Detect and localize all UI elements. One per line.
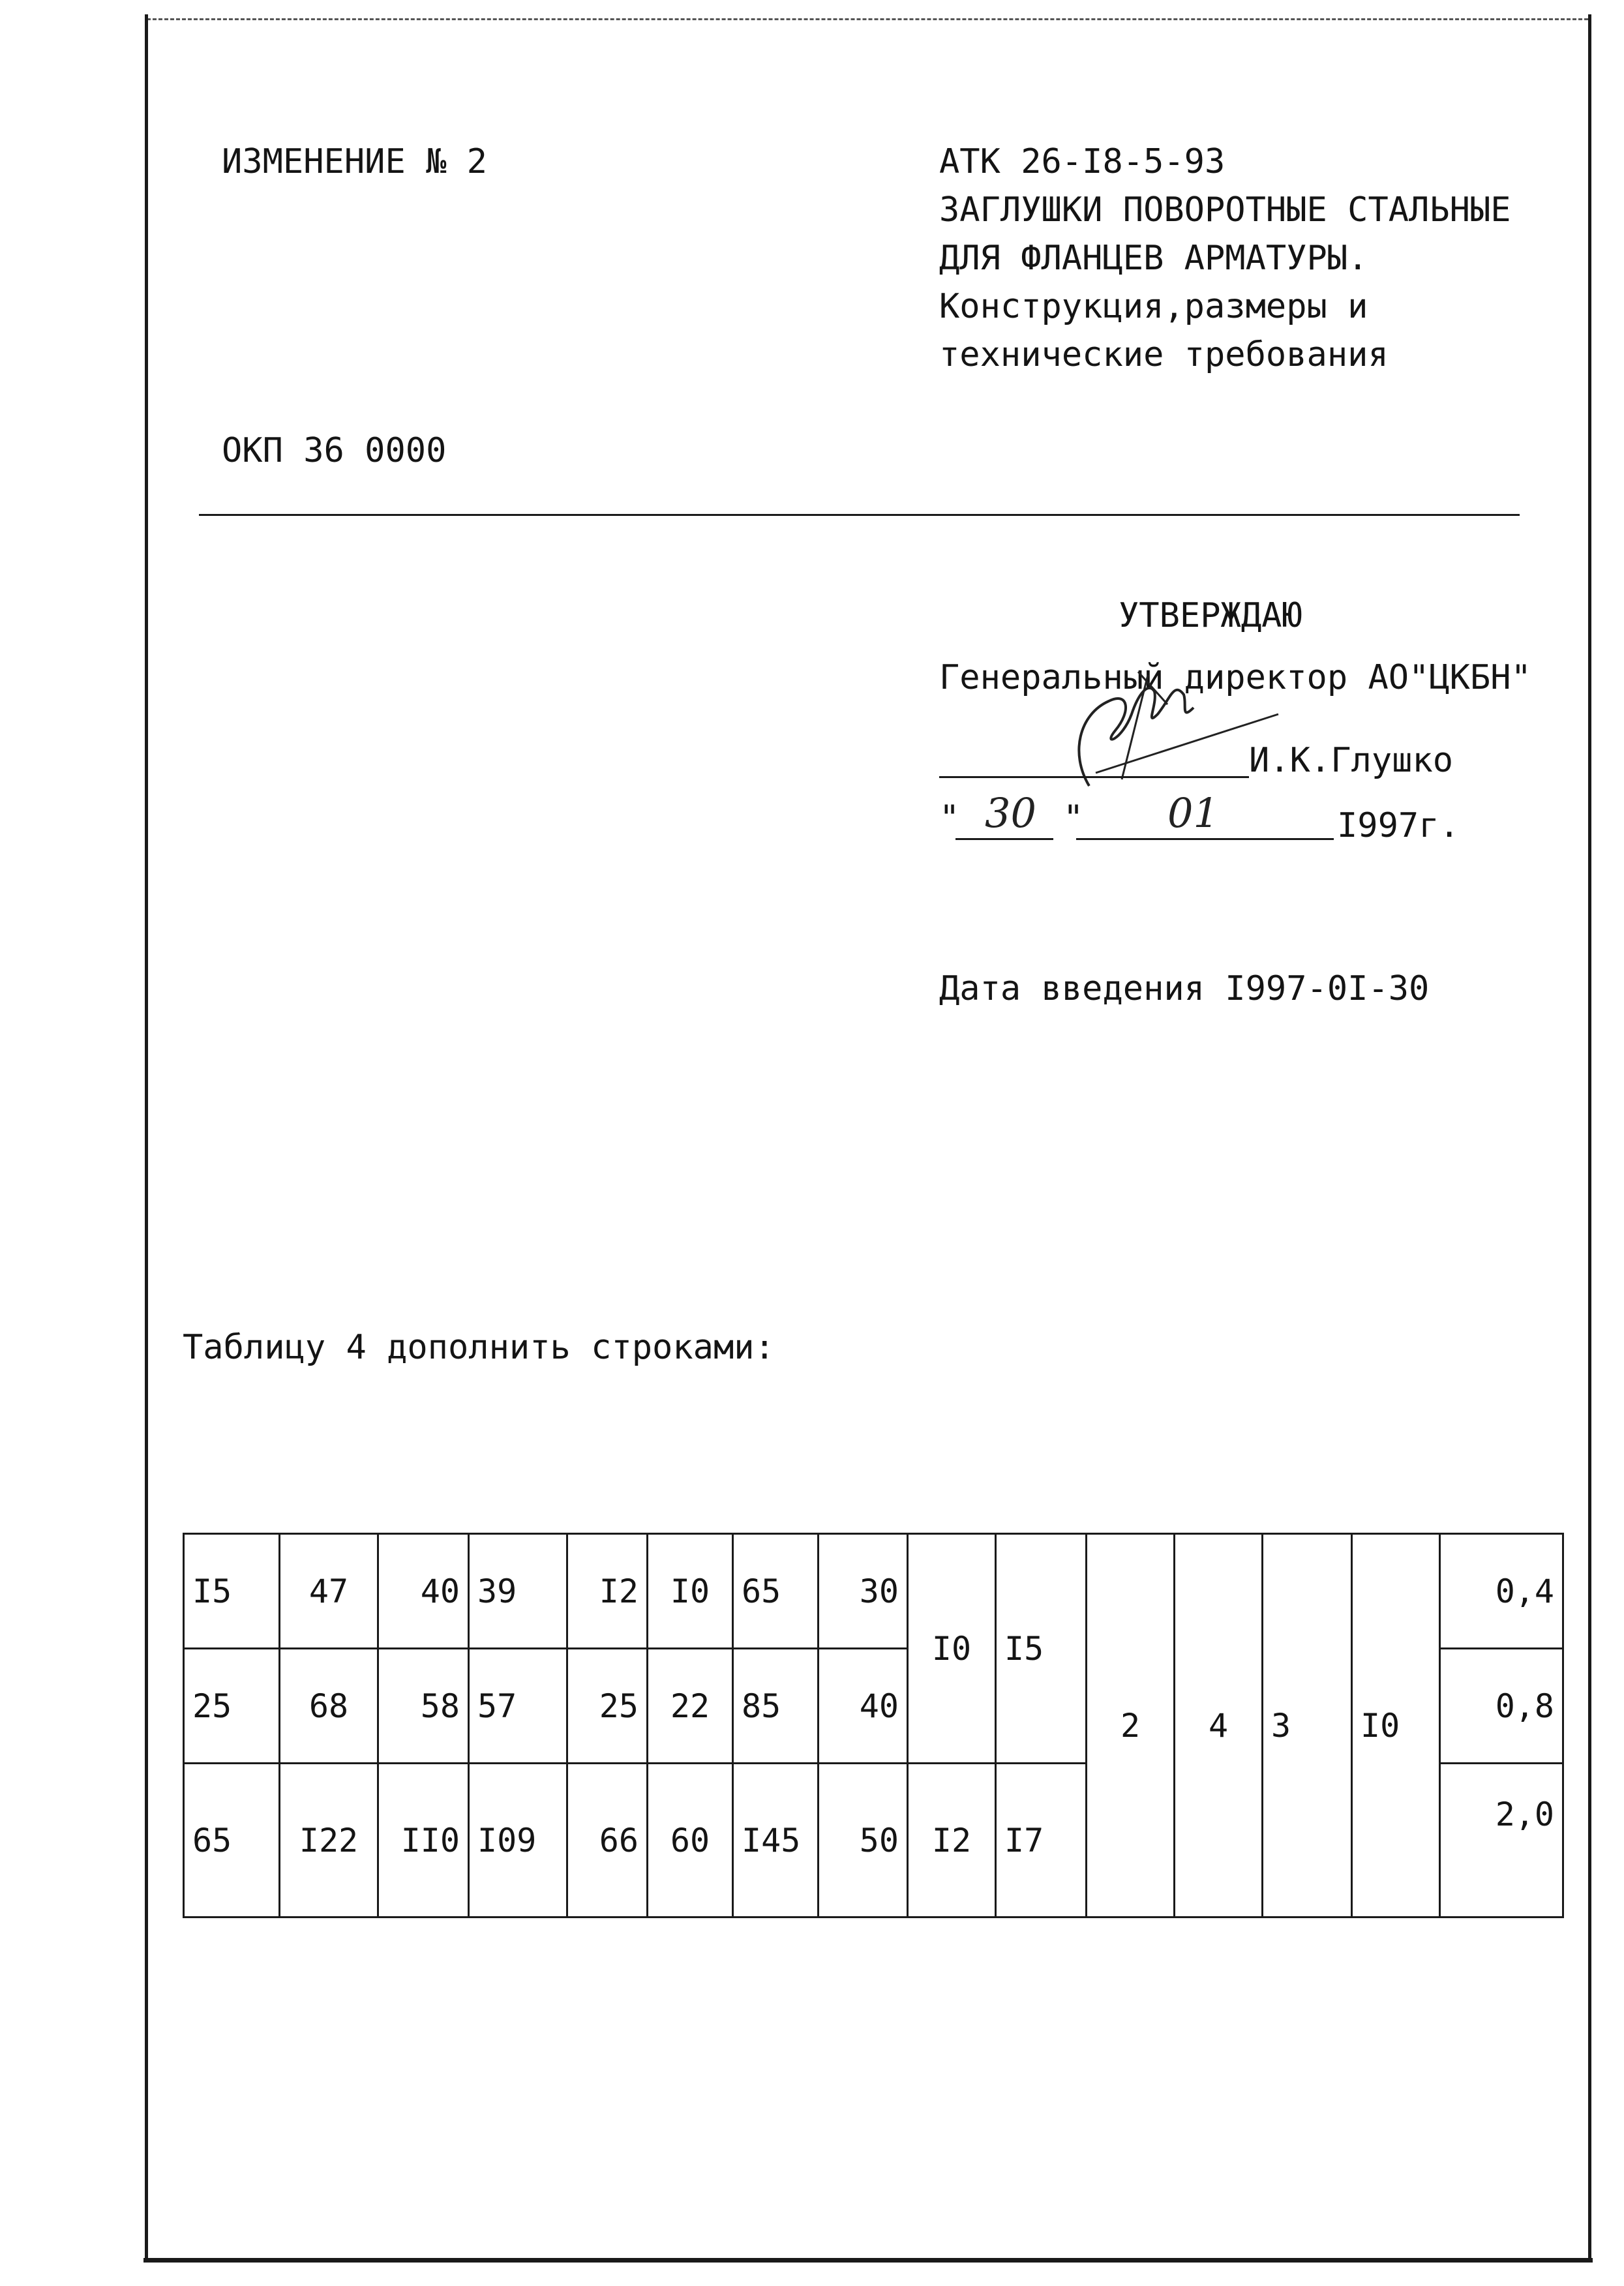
table-cell: 25 bbox=[567, 1649, 648, 1764]
approval-year: I997г. bbox=[1337, 806, 1460, 845]
approver-name: И.К.Глушко bbox=[1249, 741, 1454, 780]
date-open-quote: " bbox=[939, 798, 960, 837]
table-cell: I0 bbox=[1352, 1534, 1440, 1918]
document-title-line-4: технические требования bbox=[939, 335, 1389, 374]
table-cell: 66 bbox=[567, 1764, 648, 1918]
table-cell: I09 bbox=[469, 1764, 567, 1918]
table-cell: I2 bbox=[908, 1764, 996, 1918]
table-cell: 0,4 bbox=[1440, 1534, 1563, 1649]
approval-month: 01 bbox=[1167, 789, 1219, 837]
table-cell: I5 bbox=[184, 1534, 280, 1649]
document-title-line-2: ДЛЯ ФЛАНЦЕВ АРМАТУРЫ. bbox=[939, 239, 1368, 278]
day-underline bbox=[955, 838, 1053, 840]
table-cell: 47 bbox=[280, 1534, 378, 1649]
table-cell: 57 bbox=[469, 1649, 567, 1764]
table-cell: I5 bbox=[996, 1534, 1087, 1764]
table-cell: 68 bbox=[280, 1649, 378, 1764]
date-close-quote: " bbox=[1063, 798, 1084, 837]
document-code: АТК 26-I8-5-93 bbox=[939, 142, 1226, 181]
supplement-table bbox=[183, 1533, 1564, 1918]
table-cell: 0,8 bbox=[1440, 1649, 1563, 1764]
table-cell: I45 bbox=[733, 1764, 819, 1918]
okp-code: ОКП 36 0000 bbox=[222, 431, 447, 470]
table-cell: 58 bbox=[378, 1649, 469, 1764]
header-separator-rule bbox=[199, 514, 1520, 516]
table-cell: 65 bbox=[184, 1764, 280, 1918]
table-cell: 85 bbox=[733, 1649, 819, 1764]
signature-line bbox=[939, 776, 1249, 778]
table-cell: 30 bbox=[819, 1534, 908, 1649]
table-cell: 4 bbox=[1175, 1534, 1263, 1918]
month-underline bbox=[1076, 838, 1334, 840]
table-cell: 39 bbox=[469, 1534, 567, 1649]
table-cell: 50 bbox=[819, 1764, 908, 1918]
table-cell: I0 bbox=[908, 1534, 996, 1764]
table-row bbox=[184, 1534, 1563, 1649]
table-cell: 40 bbox=[378, 1534, 469, 1649]
table-cell: 40 bbox=[819, 1649, 908, 1764]
frame-top-border bbox=[147, 18, 1588, 20]
frame-bottom-border bbox=[143, 2258, 1593, 2263]
table-instruction: Таблицу 4 дополнить строками: bbox=[183, 1328, 775, 1367]
table-cell: 3 bbox=[1263, 1534, 1352, 1918]
document-title-line-1: ЗАГЛУШКИ ПОВОРОТНЫЕ СТАЛЬНЫЕ bbox=[939, 190, 1511, 230]
table-cell: 2,0 bbox=[1440, 1764, 1563, 1918]
table-cell: I22 bbox=[280, 1764, 378, 1918]
table-cell: 22 bbox=[648, 1649, 733, 1764]
approval-heading: УТВЕРЖДАЮ bbox=[1119, 596, 1302, 635]
table-cell: 25 bbox=[184, 1649, 280, 1764]
table-cell: I2 bbox=[567, 1534, 648, 1649]
change-number: ИЗМЕНЕНИЕ № 2 bbox=[222, 142, 487, 181]
frame-left-border bbox=[145, 14, 148, 2261]
table-cell: II0 bbox=[378, 1764, 469, 1918]
approval-day: 30 bbox=[985, 789, 1036, 837]
table-cell: I7 bbox=[996, 1764, 1087, 1918]
introduction-date: Дата введения I997-0I-30 bbox=[939, 969, 1430, 1008]
frame-right-border bbox=[1588, 14, 1591, 2261]
approver-position: Генеральный директор АО"ЦКБН" bbox=[939, 658, 1531, 697]
table-cell: 60 bbox=[648, 1764, 733, 1918]
document-title-line-3: Конструкция,размеры и bbox=[939, 287, 1368, 326]
table-cell: 65 bbox=[733, 1534, 819, 1649]
table-cell: 2 bbox=[1087, 1534, 1175, 1918]
table-cell: I0 bbox=[648, 1534, 733, 1649]
